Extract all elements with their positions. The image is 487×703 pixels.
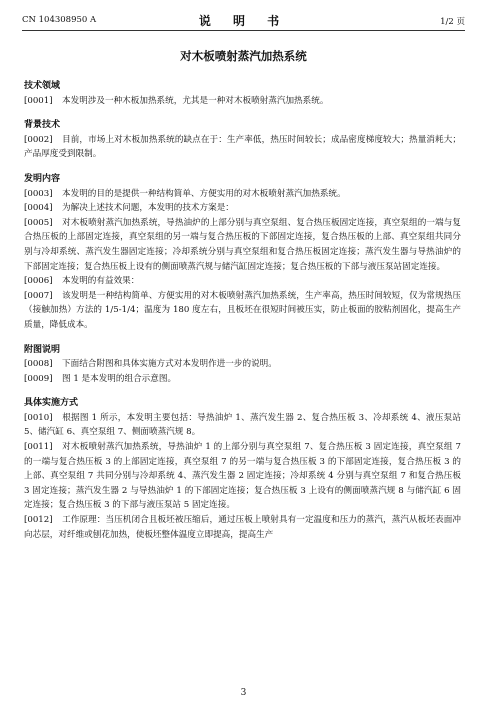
paragraph-text: 对木板喷射蒸汽加热系统，导热油炉的上部分别与真空泵组、复合热压板固定连接，真空泵组的一端与复合热压板的上部固定连接，真空泵组的另一端与复合热压板的下部固定连接，复合热压板的上部、真空泵组共同分别与冷却系统、蒸汽发生器固定连接；冷却系统分别与真空泵组和复合热压板固定连接；蒸汽发生器与导热油炉的下部固定连接；复合热压板上设有的侧面喷蒸汽规与储汽缸固定连接；复合热压板的下部与液压泵站固定连接。 <box>24 217 461 272</box>
paragraph-text: 本发明的有益效果： <box>62 276 140 287</box>
paragraph <box>24 133 461 162</box>
paragraph <box>24 216 461 274</box>
paragraph-number: [0011] <box>24 442 53 453</box>
paragraph-number: [0003] <box>24 188 53 199</box>
header-rule <box>22 30 465 31</box>
paragraph-text: 对木板喷射蒸汽加热系统，导热油炉 1 的上部分别与真空泵组 7、复合热压板 3 固定连接，真空泵组 7 的一端与复合热压板 3 的上部固定连接，真空泵组 7 的另一端与复合热压板 3 的下部固定连接，复合热压板 3 的上部、真空泵组 7 共同分别与冷却系统 4、蒸汽发生器 2 固定连接；冷却系统 4 分别与真空泵组 7 和复合热压板 3 固定连接；蒸汽发生器 2 与导热油炉 1 的下部固定连接；复合热压板 3 上设有的侧面喷蒸汽规 8 与储汽缸 6 固定连接；复合热压板 3 的下部与液压泵站 5 固定连接。 <box>24 442 461 511</box>
paragraph-number: [0008] <box>24 359 53 370</box>
document-title: 对木板喷射蒸汽加热系统 <box>180 49 307 63</box>
paragraph-text: 本发明涉及一种木板加热系统，尤其是一种对木板喷射蒸汽加热系统。 <box>62 95 329 106</box>
doc-number: CN 104308950 A <box>22 15 97 25</box>
paragraph-text: 下面结合附图和具体实施方式对本发明作进一步的说明。 <box>62 359 277 370</box>
paragraph <box>24 289 461 333</box>
paragraph-text: 目前，市场上对木板加热系统的缺点在于：生产率低，热压时间较长；成品密度梯度较大；热量消耗大；产品厚度受到限制。 <box>24 134 461 160</box>
section-heading: 背景技术 <box>24 120 61 131</box>
paragraph <box>24 274 461 289</box>
section-heading: 具体实施方式 <box>24 398 79 409</box>
paragraph-number: [0012] <box>24 515 53 526</box>
paragraph <box>24 357 461 372</box>
paragraph <box>24 513 461 542</box>
paragraph <box>24 372 461 387</box>
paragraph-number: [0004] <box>24 203 53 214</box>
paragraph-number: [0002] <box>24 134 53 145</box>
paragraph-number: [0007] <box>24 290 53 301</box>
section-heading: 技术领域 <box>24 81 61 91</box>
paragraph-number: [0005] <box>24 217 53 228</box>
paragraph <box>24 201 461 216</box>
paragraph-number: [0001] <box>24 95 53 106</box>
doc-type: 说 明 书 <box>198 14 289 28</box>
paragraph-text: 本发明的目的是提供一种结构简单、方便实用的对木板喷射蒸汽加热系统。 <box>62 188 346 199</box>
paragraph-text: 为解决上述技术问题，本发明的技术方案是： <box>62 203 234 214</box>
page-of: 1/2 页 <box>440 17 465 27</box>
paragraph <box>24 411 461 440</box>
section-heading: 发明内容 <box>24 173 61 184</box>
paragraph-text: 图 1 是本发明的组合示意图。 <box>62 373 177 384</box>
paragraph-number: [0009] <box>24 373 53 384</box>
paragraph <box>24 440 461 513</box>
page-number: 3 <box>240 688 247 698</box>
paragraph <box>24 187 461 202</box>
document-body <box>24 79 461 542</box>
page-header <box>22 12 465 28</box>
paragraph-text: 根据图 1 所示，本发明主要包括：导热油炉 1、蒸汽发生器 2、复合热压板 3、冷却系统 4、液压泵站 5、储汽缸 6、真空泵组 7、侧面喷蒸汽规 8。 <box>24 412 461 438</box>
paragraph-number: [0006] <box>24 276 53 287</box>
paragraph-text: 工作原理：当压机闭合且板坯被压缩后，通过压板上喷射具有一定温度和压力的蒸汽，蒸汽从板坯表面冲向芯层，对纤维或刨花加热，使板坯整体温度立即提高，提高生产 <box>24 515 461 540</box>
paragraph <box>24 94 461 109</box>
paragraph-text: 该发明是一种结构简单、方便实用的对木板喷射蒸汽加热系统，生产率高，热压时间较短，仅为常规热压（接触加热）方法的 1/5-1/4；温度为 180 度左右，且板坯在很短时间被压实，防止板面的胶粘剂固化，提高生产质量，降低成本。 <box>24 290 461 330</box>
section-heading: 附图说明 <box>24 344 61 355</box>
paragraph-number: [0010] <box>24 412 53 423</box>
